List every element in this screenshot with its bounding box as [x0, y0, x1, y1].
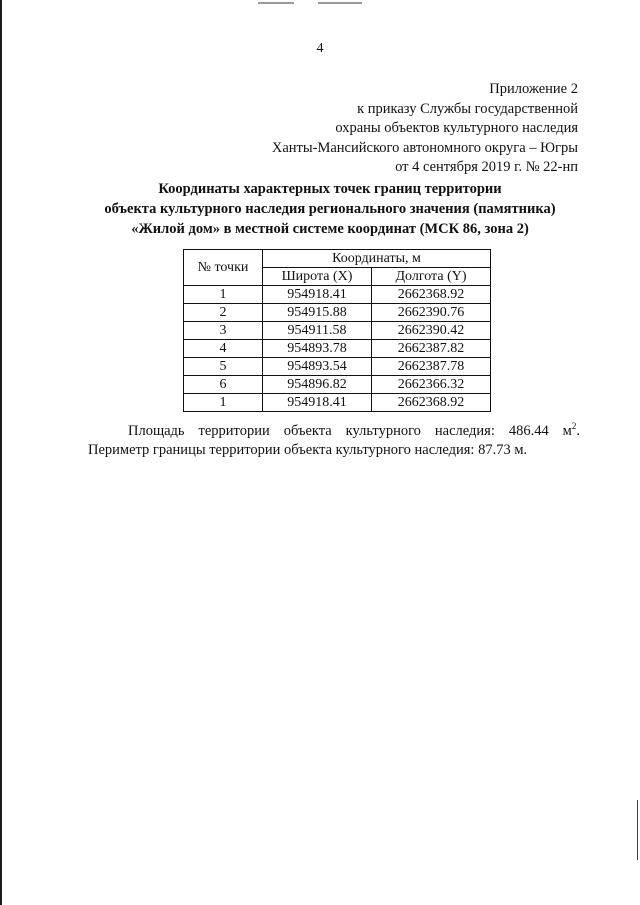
title-line: «Жилой дом» в местной системе координат (МСК 86, зона 2)	[131, 221, 529, 237]
latitude-cell: 954893.78	[263, 340, 372, 358]
table-row	[184, 376, 491, 394]
scan-artifact	[637, 800, 638, 860]
area-end: .	[576, 423, 580, 439]
coordinates-table	[183, 249, 491, 412]
point-number-cell: 1	[184, 394, 263, 412]
point-number-cell: 2	[184, 304, 263, 322]
page-number: 4	[316, 41, 324, 56]
latitude-cell: 954918.41	[263, 394, 372, 412]
scan-artifact	[318, 2, 362, 4]
point-number-cell: 3	[184, 322, 263, 340]
area-unit-superscript: 2	[571, 421, 577, 432]
summary-block	[88, 422, 580, 460]
latitude-cell: 954918.41	[263, 286, 372, 304]
perimeter-line: Периметр границы территории объекта культурного наследия: 87.73 м.	[88, 442, 528, 458]
appendix-line: охраны объектов культурного наследия	[335, 120, 578, 136]
appendix-line: от 4 сентября 2019 г. № 22-нп	[395, 159, 578, 175]
point-number-cell: 1	[184, 286, 263, 304]
longitude-cell: 2662368.92	[372, 286, 491, 304]
latitude-cell: 954915.88	[263, 304, 372, 322]
title-line: объекта культурного наследия регионального значения (памятника)	[104, 201, 556, 217]
document-title	[40, 179, 620, 239]
longitude-cell: 2662387.78	[372, 358, 491, 376]
header-point-number: № точки	[184, 250, 263, 286]
header-coordinates: Координаты, м	[263, 250, 491, 268]
table-row	[184, 304, 491, 322]
title-line: Координаты характерных точек границ территории	[158, 181, 502, 197]
table-row	[184, 340, 491, 358]
point-number-cell: 4	[184, 340, 263, 358]
longitude-cell: 2662387.82	[372, 340, 491, 358]
scan-artifact	[258, 2, 294, 4]
header-latitude-x: Широта (X)	[263, 268, 372, 286]
longitude-cell: 2662390.76	[372, 304, 491, 322]
point-number-cell: 6	[184, 376, 263, 394]
appendix-line: Ханты-Мансийского автономного округа – Югры	[271, 139, 578, 156]
latitude-cell: 954896.82	[263, 376, 372, 394]
table-row	[184, 394, 491, 412]
area-line	[88, 422, 580, 441]
latitude-cell: 954911.58	[263, 322, 372, 340]
table-row	[184, 322, 491, 340]
appendix-header	[158, 80, 578, 178]
longitude-cell: 2662366.32	[372, 376, 491, 394]
table-row	[184, 358, 491, 376]
table-row	[184, 286, 491, 304]
point-number-cell: 5	[184, 358, 263, 376]
header-longitude-y: Долгота (Y)	[372, 268, 491, 286]
area-text: Площадь территории объекта культурного наследия: 486.44 м	[128, 423, 572, 439]
scan-margin-line	[0, 0, 2, 905]
latitude-cell: 954893.54	[263, 358, 372, 376]
appendix-line: Приложение 2	[489, 81, 578, 97]
longitude-cell: 2662390.42	[372, 322, 491, 340]
longitude-cell: 2662368.92	[372, 394, 491, 412]
appendix-line: к приказу Службы государственной	[357, 100, 578, 117]
